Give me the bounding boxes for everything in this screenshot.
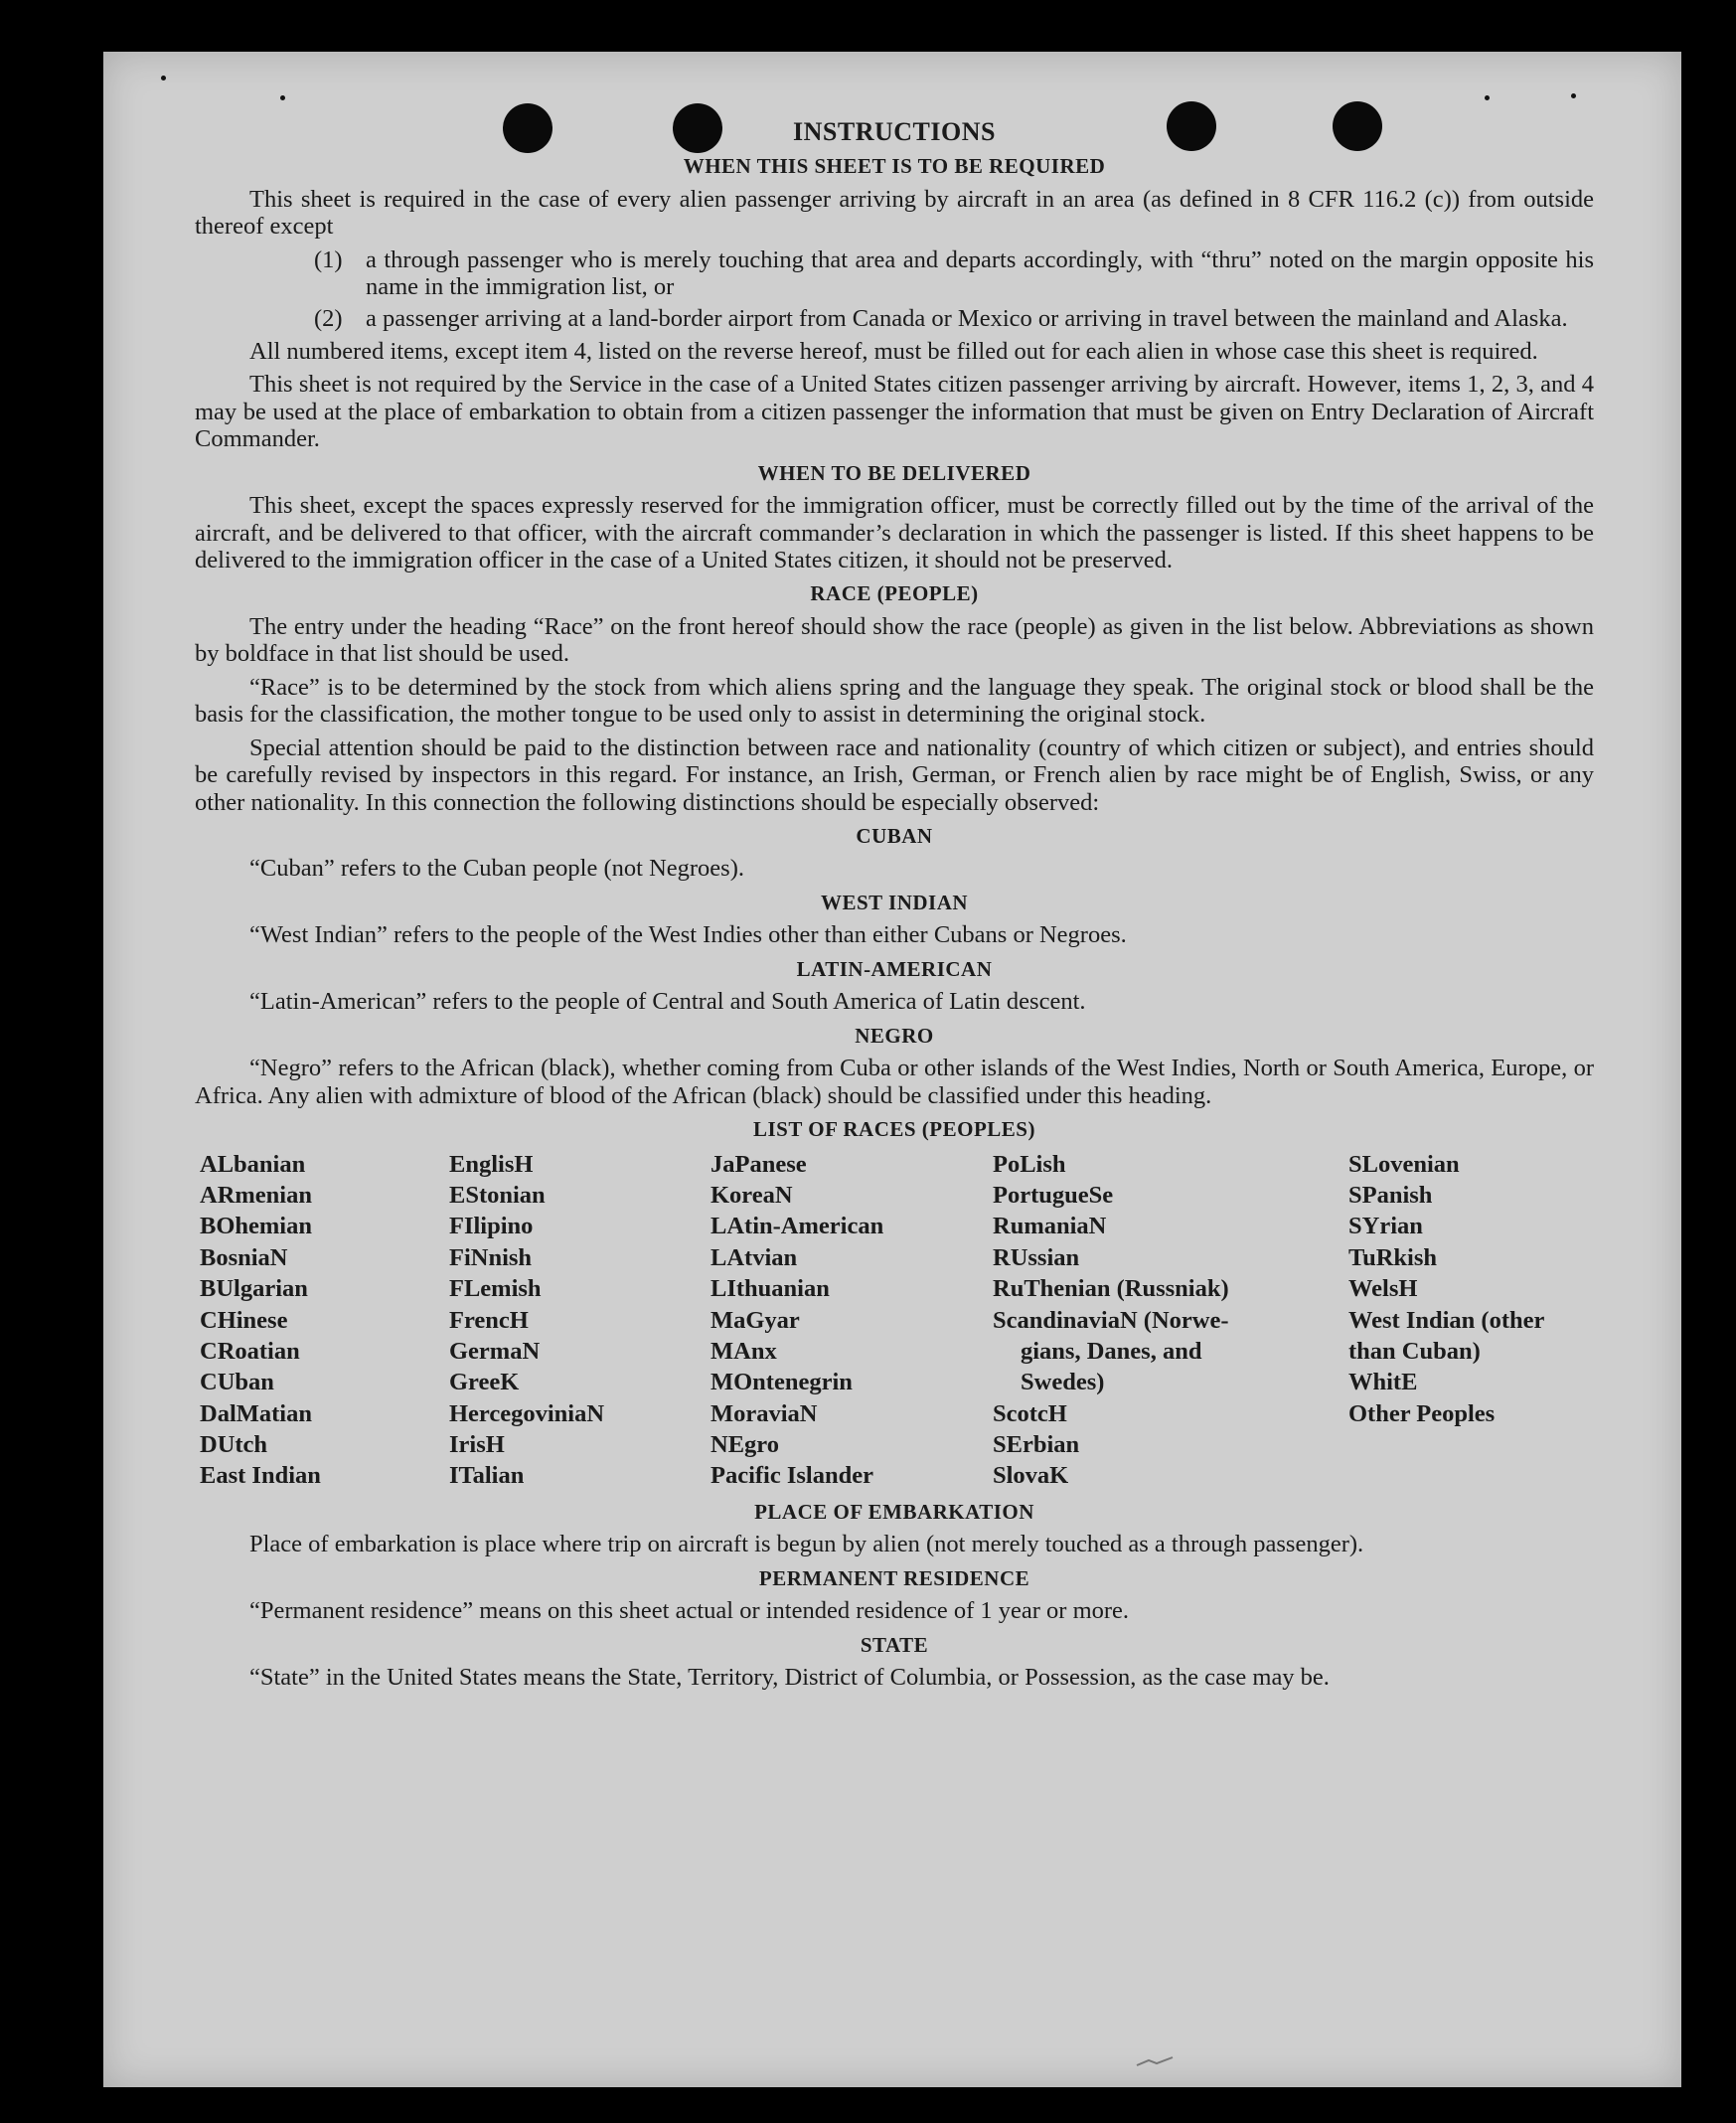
heading-list-of-races: LIST OF RACES (PEOPLES)	[753, 1117, 1035, 1142]
item-number: (2)	[314, 305, 343, 333]
paragraph: This sheet, except the spaces expressly reserved for the immigration officer, must be correctly filled out by the time of the arrival of the aircraft, and be delivered to that officer, with the aircraft commander’s declaration in which the passenger is listed. If this sheet happens to be delivered to the immigration officer in the case of a United States citizen, it should not be preserved.	[195, 492, 1594, 573]
race-entry: LIthuanian	[710, 1275, 830, 1303]
race-entry: SLovenian	[1348, 1150, 1460, 1178]
race-entry: PoLish	[993, 1150, 1066, 1178]
race-entry: MoraviaN	[710, 1399, 818, 1427]
race-entry: NEgro	[710, 1430, 779, 1458]
race-entry: ARmenian	[200, 1182, 312, 1210]
race-entry: SErbian	[993, 1430, 1080, 1458]
race-entry: Swedes)	[1021, 1369, 1105, 1396]
item-text: a passenger arriving at a land-border airport from Canada or Mexico or arriving in travel between the mainland and Alaska.	[366, 305, 1568, 333]
race-column	[1348, 1149, 1599, 1492]
heading-race: RACE (PEOPLE)	[810, 581, 979, 606]
item-number: (1)	[314, 245, 343, 273]
page-title: INSTRUCTIONS	[793, 117, 996, 146]
race-entry: HercegoviniaN	[449, 1399, 605, 1427]
race-entry: SlovaK	[993, 1462, 1069, 1490]
paragraph: “Race” is to be determined by the stock from which aliens spring and the language they speak. The original stock or blood shall be the basis for the classification, the mother tongue to be used only to assist in determining the original stock.	[195, 673, 1594, 729]
race-entry: ScandinaviaN (Norwe-	[993, 1306, 1229, 1334]
speck	[1485, 95, 1490, 100]
pencil-mark-icon	[1135, 2055, 1175, 2067]
race-entry: CRoatian	[200, 1337, 300, 1365]
heading-when-required: WHEN THIS SHEET IS TO BE REQUIRED	[683, 154, 1106, 179]
race-entry: WelsH	[1348, 1275, 1418, 1303]
race-entry: GermaN	[449, 1337, 541, 1365]
race-entry: East Indian	[200, 1462, 321, 1490]
race-entry: JaPanese	[710, 1150, 807, 1178]
race-entry: Other Peoples	[1348, 1399, 1496, 1427]
race-entry: IrisH	[449, 1430, 505, 1458]
race-entry: DalMatian	[200, 1399, 312, 1427]
race-column	[993, 1149, 1348, 1492]
paragraph: This sheet is not required by the Service in the case of a United States citizen passenger arriving by aircraft. However, items 1, 2, 3, and 4 may be used at the place of embarkation to obtain from a citizen passenger the information that must be given on Entry Declaration of Aircraft Commander.	[195, 371, 1594, 453]
race-entry: gians, Danes, and	[1021, 1337, 1202, 1365]
race-column	[710, 1149, 993, 1492]
paragraph: “Permanent residence” means on this sheet actual or intended residence of 1 year or more.	[249, 1597, 1130, 1625]
race-entry: RumaniaN	[993, 1213, 1107, 1240]
race-entry: DUtch	[200, 1430, 268, 1458]
race-entry: FIlipino	[449, 1213, 534, 1240]
race-entry: EnglisH	[449, 1150, 534, 1178]
race-column	[200, 1149, 449, 1492]
speck	[1571, 93, 1576, 98]
heading-embarkation: PLACE OF EMBARKATION	[754, 1499, 1034, 1524]
paragraph: “State” in the United States means the State, Territory, District of Columbia, or Possession, as the case may be.	[249, 1664, 1330, 1692]
speck	[161, 76, 166, 81]
race-entry: FLemish	[449, 1275, 542, 1303]
paragraph: Place of embarkation is place where trip on aircraft is begun by alien (not merely touched as a through passenger).	[249, 1531, 1364, 1558]
document-sheet	[103, 52, 1681, 2087]
race-entry: TuRkish	[1348, 1243, 1438, 1271]
race-entry: PortugueSe	[993, 1182, 1114, 1210]
race-entry: FiNnish	[449, 1243, 533, 1271]
race-entry: WhitE	[1348, 1369, 1418, 1396]
race-entry: MOntenegrin	[710, 1369, 853, 1396]
race-entry: ScotcH	[993, 1399, 1067, 1427]
heading-latin-american: LATIN-AMERICAN	[796, 956, 993, 981]
race-entry: Pacific Islander	[710, 1462, 873, 1490]
race-entry: CUban	[200, 1369, 274, 1396]
paragraph: “Negro” refers to the African (black), whether coming from Cuba or other islands of the West Indies, North or South America, Europe, or Africa. Any alien with admixture of blood of the African (black) should be classified under this heading.	[195, 1055, 1594, 1109]
race-entry: MaGyar	[710, 1306, 800, 1334]
race-entry: SPanish	[1348, 1182, 1433, 1210]
race-entry: GreeK	[449, 1369, 520, 1396]
heading-west-indian: WEST INDIAN	[820, 890, 969, 914]
paragraph: “Latin-American” refers to the people of Central and South America of Latin descent.	[249, 988, 1086, 1016]
race-entry: BosniaN	[200, 1243, 288, 1271]
heading-residence: PERMANENT RESIDENCE	[758, 1565, 1030, 1590]
speck	[280, 95, 285, 100]
paragraph: “West Indian” refers to the people of the West Indies other than either Cubans or Negroes.	[249, 921, 1127, 949]
heading-cuban: CUBAN	[856, 823, 933, 848]
race-column	[449, 1149, 710, 1492]
paragraph: The entry under the heading “Race” on the front hereof should show the race (people) as given in the list below. Abbreviations as shown by boldface in that list should be used.	[195, 612, 1594, 668]
race-entry: KoreaN	[710, 1182, 793, 1210]
race-entry: RUssian	[993, 1243, 1080, 1271]
race-entry: ALbanian	[200, 1150, 306, 1178]
paragraph: This sheet is required in the case of every alien passenger arriving by aircraft in an area (as defined in 8 CFR 116.2 (c)) from outside thereof except	[195, 185, 1594, 241]
race-entry: EStonian	[449, 1182, 546, 1210]
list-item	[195, 246, 1594, 301]
heading-negro: NEGRO	[855, 1023, 934, 1048]
race-entry: than Cuban)	[1348, 1337, 1481, 1365]
paragraph: “Cuban” refers to the Cuban people (not Negroes).	[249, 855, 744, 883]
race-entry: CHinese	[200, 1306, 288, 1334]
race-entry: BUlgarian	[200, 1275, 308, 1303]
race-entry: LAtvian	[710, 1243, 798, 1271]
race-entry: SYrian	[1348, 1213, 1423, 1240]
race-entry: LAtin-American	[710, 1213, 884, 1240]
item-text: a through passenger who is merely touching that area and departs accordingly, with “thru” noted on the margin opposite his name in the immigration list, or	[366, 245, 1594, 300]
race-entry: West Indian (other	[1348, 1306, 1545, 1334]
heading-state: STATE	[860, 1632, 929, 1657]
race-entry: ITalian	[449, 1462, 525, 1490]
race-entry: RuThenian (Russniak)	[993, 1275, 1229, 1303]
instructions-content	[195, 117, 1594, 1698]
heading-when-delivered: WHEN TO BE DELIVERED	[757, 460, 1031, 485]
race-entry: FrencH	[449, 1306, 529, 1334]
list-item	[195, 305, 1594, 332]
paragraph: All numbered items, except item 4, listed on the reverse hereof, must be filled out for each alien in whose case this sheet is required.	[249, 337, 1538, 365]
paragraph: Special attention should be paid to the distinction between race and nationality (country of which citizen or subject), and entries should be carefully revised by inspectors in this regard. For instance, an Irish, German, or French alien by race might be of English, Swiss, or any other nationality. In this connection the following distinctions should be especially observed:	[195, 734, 1594, 816]
race-list	[200, 1149, 1594, 1492]
race-entry: MAnx	[710, 1337, 777, 1365]
race-entry: BOhemian	[200, 1213, 312, 1240]
